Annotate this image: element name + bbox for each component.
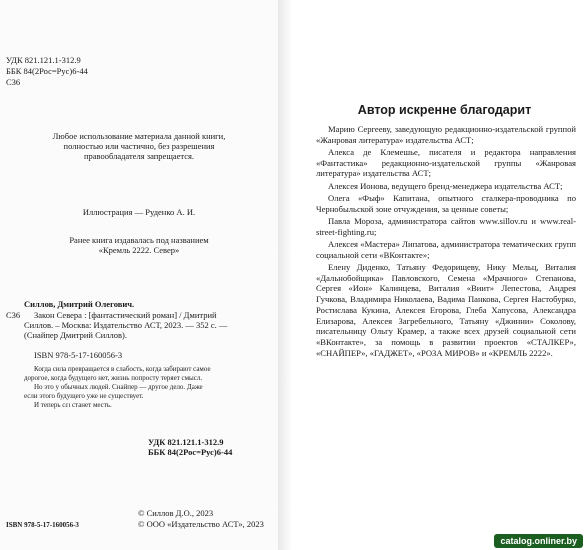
previous-edition-line: «Кремль 2222. Север» xyxy=(98,245,180,255)
epigraph-line: дорогое, когда будущего нет, жизнь попросту теряет смысл. xyxy=(24,374,203,382)
acknowledgement-paragraph: Алексея Ионова, ведущего бренд-менеджера издательства АСТ; xyxy=(328,180,563,191)
acknowledgement-paragraph: Павла Мороза, администратора сайтов www.sillov.ru и www.real-street-fighting.ru; xyxy=(316,216,576,237)
acknowledgements-body xyxy=(316,124,576,360)
illustration-credit: Иллюстрация — Руденко А. И. xyxy=(82,207,196,217)
acknowledgement-paragraph: Олега «Фыф» Капитана, опытного сталкера-проводника по Чернобыльской зоне отчуждения, за ценные советы; xyxy=(316,193,576,214)
copyright-notice-line: правообладателя запрещается. xyxy=(83,151,195,161)
epigraph-line: Когда сила превращается в слабость, когда забирают самое xyxy=(34,365,211,373)
right-page xyxy=(302,0,587,550)
copyright-notice-line: Любое использование материала данной книги, xyxy=(52,131,226,141)
udk-top: УДК 821.121.1-312.9 xyxy=(6,55,81,65)
acknowledgement-paragraph: Алекса де Клемешье, писателя и редактора направления «Фантастика» редакционно-издательской группы «Жанровая литература» издательства АСТ; xyxy=(316,147,576,179)
catalog-author-heading: Силлов, Дмитрий Олегович. xyxy=(24,299,135,309)
code-top: С36 xyxy=(6,77,21,87)
bbk-top: ББК 84(2Рос=Рус)6-44 xyxy=(6,66,88,76)
catalog-entry-line: Силлов. – Москва: Издательство АСТ, 2023. — 352 с. — xyxy=(24,320,228,330)
epigraph-line: И теперь сει станет месть. xyxy=(34,401,112,409)
catalog-entry-line: (Снайпер Дмитрий Силлов). xyxy=(24,330,128,340)
site-watermark: catalog.onliner.by xyxy=(494,534,583,548)
acknowledgements-title: Автор искренне благодарит xyxy=(357,103,532,117)
acknowledgement-paragraph: Елену Диденко, Татьяну Федорищеву, Нику Мельц, Виталия «Дальнобойщика» Павловского, Семена «Мрачного» Степанова, Сергея «Ион» Калинцева, Виталия «Виит» Лепестова, Андрея Гучкова, Владимира Николаева, Вадима Панкова, Сергея Настобурко, Ростислава Кукина, Алексея Егорова, Глеба Хапусова, Александра Елизарова, Алексея Загребельного, Татьяну «Джинни» Соколову, писательницу Ольгу Крамер, а также всех друзей социальной сети «ВКонтакте», за помощь в развитии проектов «СТАЛКЕР», «СНАЙПЕР», «ГАДЖЕТ», «РОЗА МИРОВ» и «КРЕМЛЬ 2222». xyxy=(316,262,576,358)
copyright-publisher: © ООО «Издательство АСТ», 2023 xyxy=(138,519,264,529)
isbn-card: ISBN 978-5-17-160056-3 xyxy=(34,350,123,360)
copyright-author: © Силлов Д.О., 2023 xyxy=(138,508,214,518)
previous-edition-line: Ранее книга издавалась под названием xyxy=(69,235,209,245)
isbn-bottom: ISBN 978-5-17-160056-3 xyxy=(6,521,79,529)
udk-bottom: УДК 821.121.1-312.9 xyxy=(148,437,224,447)
acknowledgement-paragraph: Алексея «Мастера» Липатова, администратора тематических групп социальной сети «ВКонтакте»; xyxy=(316,239,576,260)
catalog-code: С36 xyxy=(6,310,21,320)
catalog-entry-line: Закон Севера : [фантастический роман] / Дмитрий xyxy=(34,310,217,320)
epigraph-line: если этого будущего уже не существует. xyxy=(24,392,144,400)
epigraph-line: Но это у обычных людей. Снайпер — другое дело. Даже xyxy=(34,383,203,391)
book-spine-gutter xyxy=(278,0,302,550)
bbk-bottom: ББК 84(2Рос=Рус)6-44 xyxy=(148,447,233,457)
left-page xyxy=(0,0,278,550)
copyright-notice-line: полностью или частично, без разрешения xyxy=(63,141,215,151)
acknowledgement-paragraph: Марию Сергееву, заведующую редакционно-издательской группой «Жанровая литература» издательства АСТ; xyxy=(316,124,576,145)
